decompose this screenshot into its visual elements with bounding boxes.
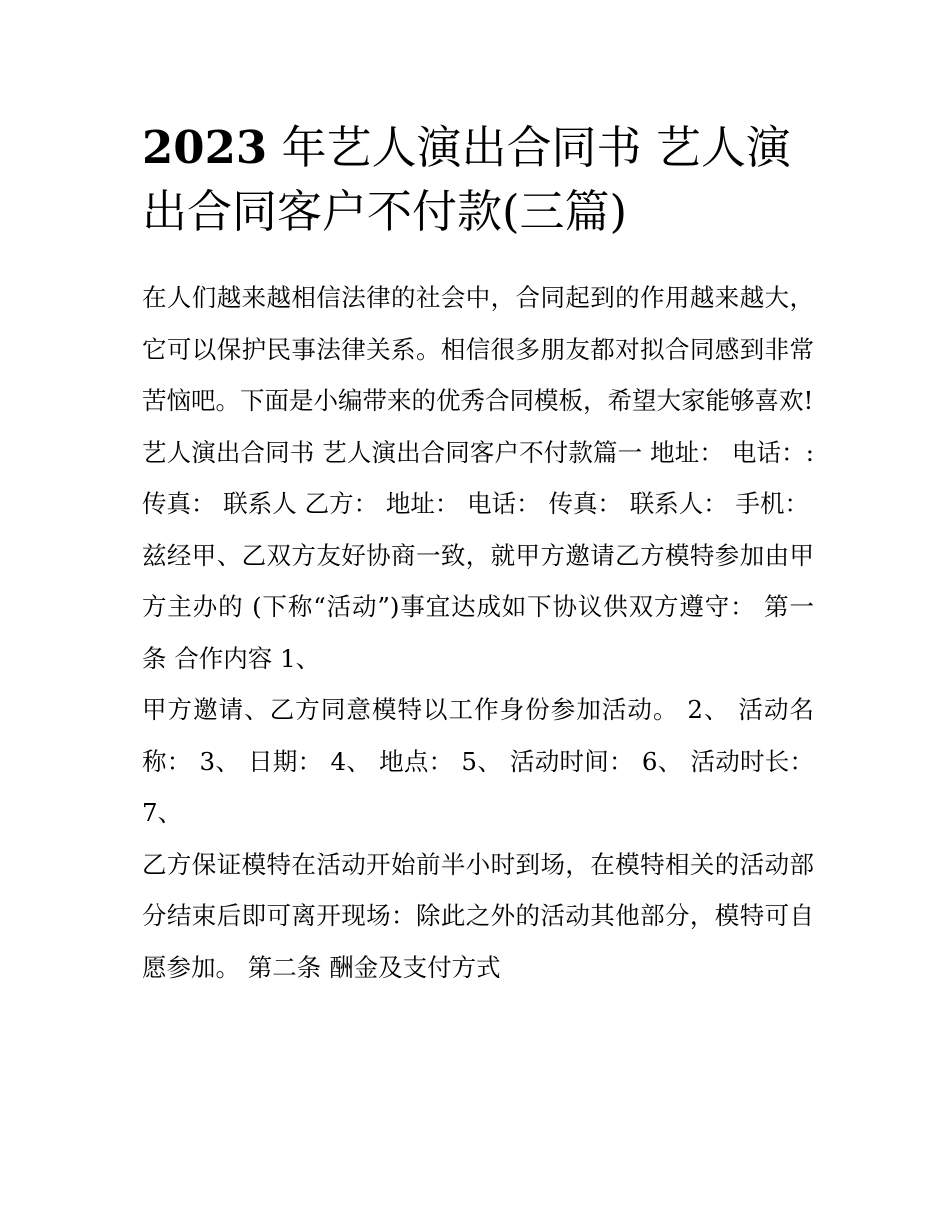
paragraph-intro: 在人们越来越相信法律的社会中，合同起到的作用越来越大，它可以保护民事法律关系。相信很多朋友都对拟合同感到非常苦恼吧。下面是小编带来的优秀合同模板，希望大家能够喜欢!	[142, 283, 814, 415]
paragraph-event-details: 甲方邀请、乙方同意模特以工作身份参加活动。 2、 活动名称： 3、 日期： 4、 地点： 5、 活动时间： 6、 活动时长： 7、	[142, 695, 814, 827]
document-body	[142, 272, 814, 993]
paragraph-attendance: 乙方保证模特在活动开始前半小时到场，在模特相关的活动部分结束后即可离开现场：除此之外的活动其他部分，模特可自愿参加。 第二条 酬金及支付方式	[142, 849, 814, 982]
title-year: 2023	[142, 121, 268, 174]
paragraph-agreement: 兹经甲、乙双方友好协商一致，就甲方邀请乙方模特参加由甲方主办的 (下称“活动”)事宜达成如下协议供双方遵守： 第一条 合作内容 1、	[142, 540, 814, 673]
paragraph-contact-info: 艺人演出合同书 艺人演出合同客户不付款篇一 地址： 电话：: 传真： 联系人 乙方： 地址： 电话： 传真： 联系人： 手机：	[142, 437, 814, 518]
title-text: 年艺人演出合同书 艺人演出合同客户不付款(三篇)	[142, 121, 791, 238]
document-title	[142, 116, 832, 244]
